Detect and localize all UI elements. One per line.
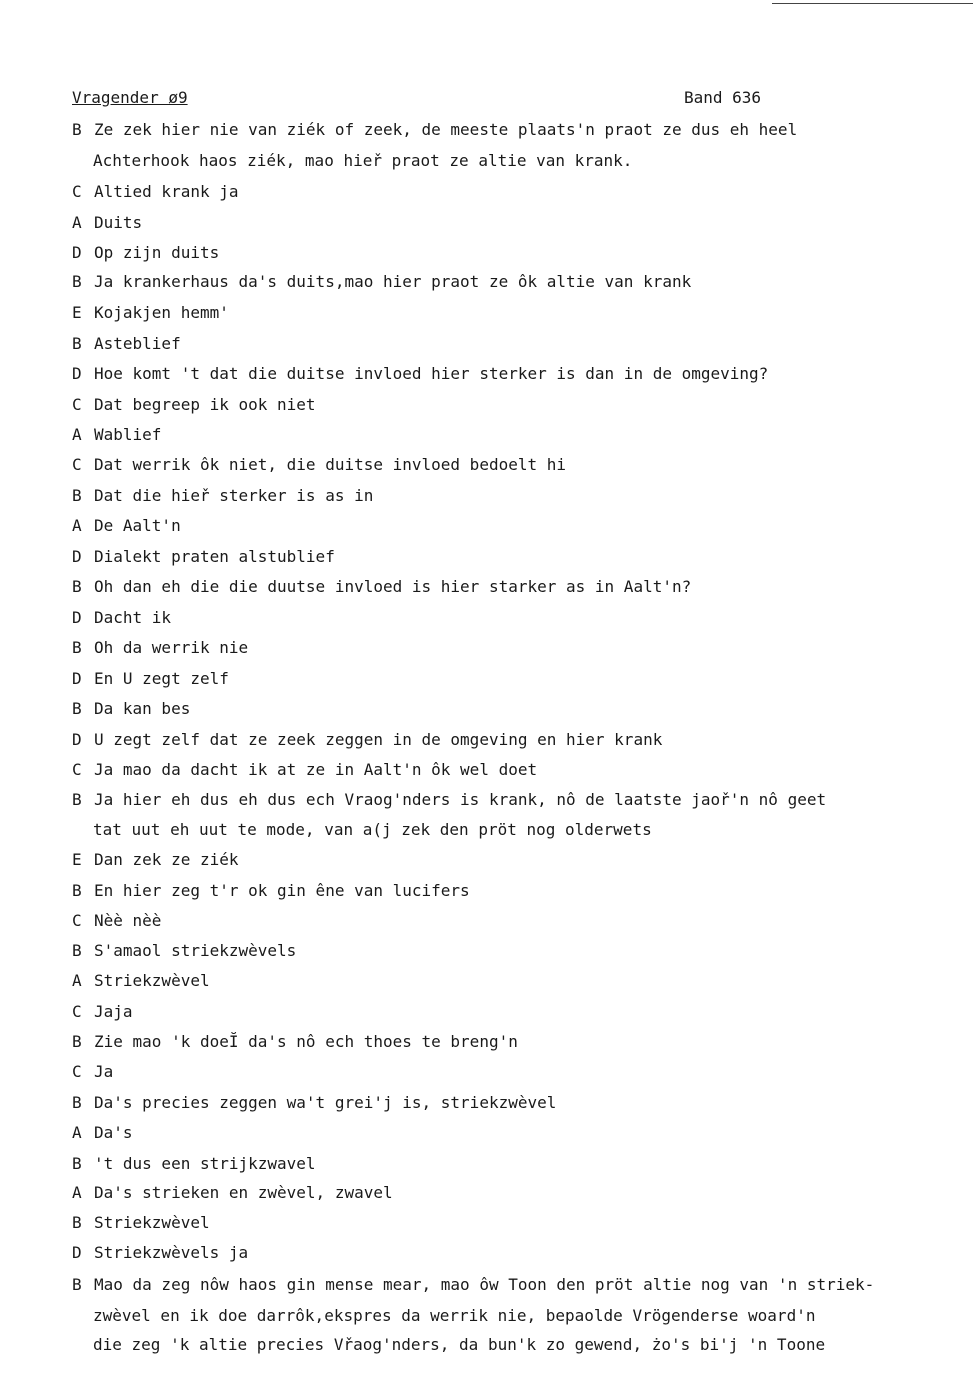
speaker-label: B	[72, 1213, 82, 1232]
transcript-line	[72, 698, 190, 720]
transcript-line	[72, 1153, 316, 1175]
transcript-line-continuation	[93, 1334, 825, 1356]
speaker-label: B	[72, 699, 82, 718]
utterance-text: En U zegt zelf	[94, 669, 229, 688]
transcript-line	[72, 668, 229, 690]
transcript-line	[72, 1031, 518, 1053]
transcript-line	[72, 454, 566, 476]
speaker-label: C	[72, 455, 82, 474]
header-band-number: Band 636	[684, 88, 762, 107]
speaker-label: D	[72, 1243, 82, 1262]
utterance-text: Mao da zeg nôw haos gin mense mear, mao ôw Toon den pröt altie nog van 'n striek-	[94, 1275, 875, 1294]
speaker-label: A	[72, 213, 82, 232]
transcript-line	[72, 940, 296, 962]
transcript-line	[72, 729, 662, 751]
utterance-text: Ja mao da dacht ik at ze in Aalt'n ôk wel doet	[94, 760, 538, 779]
utterance-text: Da kan bes	[94, 699, 191, 718]
utterance-text: Dan zek ze ziék	[94, 850, 239, 869]
transcript-line	[72, 485, 373, 507]
utterance-text: Da's precies zeggen wa't grei'j is, striekzwèvel	[94, 1093, 557, 1112]
speaker-label: D	[72, 608, 82, 627]
transcript-line	[72, 1212, 210, 1234]
speaker-label: B	[72, 1154, 82, 1173]
utterance-text: die zeg 'k altie precies Vřaog'nders, da bun'k zo gewend, żo's bi'j 'n Toone	[93, 1335, 826, 1354]
utterance-text: Oh dan eh die die duutse invloed is hier starker as in Aalt'n?	[94, 577, 692, 596]
transcript-line-continuation	[93, 1305, 815, 1327]
speaker-label: B	[72, 272, 82, 291]
utterance-text: Oh da werrik nie	[94, 638, 249, 657]
utterance-text: Hoe komt 't dat die duitse invloed hier sterker is dan in de omgeving?	[94, 364, 769, 383]
transcript-line	[72, 880, 470, 902]
transcript-line	[72, 1122, 133, 1144]
utterance-text: En hier zeg t'r ok gin êne van lucifers	[94, 881, 470, 900]
speaker-label: C	[72, 1002, 82, 1021]
speaker-label: D	[72, 364, 82, 383]
transcript-line	[72, 546, 335, 568]
transcript-line	[72, 1274, 874, 1296]
utterance-text: 't dus een strijkzwavel	[94, 1154, 316, 1173]
utterance-text: Da's	[94, 1123, 133, 1142]
speaker-label: B	[72, 577, 82, 596]
utterance-text: Dacht ik	[94, 608, 172, 627]
transcript-line	[72, 333, 181, 355]
speaker-label: C	[72, 395, 82, 414]
utterance-text: S'amaol striekzwèvels	[94, 941, 297, 960]
transcript-line	[72, 576, 691, 598]
utterance-text: U zegt zelf dat ze zeek zeggen in de omgeving en hier krank	[94, 730, 663, 749]
speaker-label: B	[72, 1275, 82, 1294]
utterance-text: Nèè nèè	[94, 911, 162, 930]
speaker-label: C	[72, 911, 82, 930]
utterance-text: Striekzwèvels ja	[94, 1243, 249, 1262]
transcript-line	[72, 1001, 133, 1023]
utterance-text: Jaja	[94, 1002, 133, 1021]
speaker-label: E	[72, 303, 82, 322]
utterance-text: Altied krank ja	[94, 182, 239, 201]
speaker-label: A	[72, 971, 82, 990]
speaker-label: A	[72, 1183, 82, 1202]
transcript-line	[72, 759, 537, 781]
utterance-text: tat uut eh uut te mode, van a(j zek den pröt nog olderwets	[93, 820, 652, 839]
transcript-line	[72, 271, 691, 293]
transcript-line	[72, 607, 171, 629]
transcript-line	[72, 637, 248, 659]
utterance-text: zwèvel en ik doe darrôk,ekspres da werrik nie, bepaolde Vrögenderse woard'n	[93, 1306, 816, 1325]
speaker-label: C	[72, 182, 82, 201]
utterance-text: Striekzwèvel	[94, 1213, 210, 1232]
transcript-line	[72, 789, 826, 811]
speaker-label: E	[72, 850, 82, 869]
utterance-text: Dat begreep ik ook niet	[94, 395, 316, 414]
utterance-text: Ze zek hier nie van ziék of zeek, de meeste plaats'n praot ze dus eh heel	[94, 120, 798, 139]
transcript-line	[72, 363, 768, 385]
speaker-label: C	[72, 1062, 82, 1081]
speaker-label: B	[72, 790, 82, 809]
speaker-label: D	[72, 547, 82, 566]
utterance-text: Dat die hieř sterker is as in	[94, 486, 374, 505]
speaker-label: B	[72, 486, 82, 505]
speaker-label: B	[72, 334, 82, 353]
transcript-line	[72, 302, 229, 324]
utterance-text: Da's strieken en zwèvel, zwavel	[94, 1183, 393, 1202]
utterance-text: De Aalt'n	[94, 516, 181, 535]
utterance-text: Dialekt praten alstublief	[94, 547, 335, 566]
transcript-line	[72, 910, 161, 932]
speaker-label: B	[72, 941, 82, 960]
speaker-label: C	[72, 760, 82, 779]
transcript-line	[72, 212, 142, 234]
utterance-text: Zie mao 'k doeĬ da's nô ech thoes te breng'n	[94, 1032, 518, 1051]
speaker-label: D	[72, 669, 82, 688]
page-header	[72, 88, 872, 110]
speaker-label: A	[72, 1123, 82, 1142]
speaker-label: D	[72, 730, 82, 749]
transcript-line	[72, 119, 797, 141]
speaker-label: B	[72, 1032, 82, 1051]
transcript-line	[72, 424, 161, 446]
utterance-text: Wablief	[94, 425, 162, 444]
utterance-text: Op zijn duits	[94, 243, 220, 262]
transcript-line	[72, 515, 181, 537]
transcript-line	[72, 181, 239, 203]
utterance-text: Asteblief	[94, 334, 181, 353]
speaker-label: B	[72, 881, 82, 900]
speaker-label: A	[72, 516, 82, 535]
transcript-line	[72, 394, 316, 416]
utterance-text: Striekzwèvel	[94, 971, 210, 990]
transcript-line	[72, 970, 210, 992]
speaker-label: B	[72, 1093, 82, 1112]
transcript-line-continuation	[93, 819, 652, 841]
utterance-text: Ja	[94, 1062, 114, 1081]
utterance-text: Dat werrik ôk niet, die duitse invloed bedoelt hi	[94, 455, 567, 474]
transcript-line	[72, 242, 219, 264]
utterance-text: Kojakjen hemm'	[94, 303, 229, 322]
transcript-line-continuation	[93, 150, 632, 172]
transcript-line	[72, 1182, 393, 1204]
speaker-label: B	[72, 120, 82, 139]
header-interviewee: Vragender ø9	[72, 88, 188, 107]
speaker-label: D	[72, 243, 82, 262]
transcript-line	[72, 1092, 556, 1114]
transcript-line	[72, 1061, 113, 1083]
speaker-label: B	[72, 638, 82, 657]
utterance-text: Ja krankerhaus da's duits,mao hier praot ze ôk altie van krank	[94, 272, 692, 291]
transcript-line	[72, 849, 239, 871]
utterance-text: Achterhook haos ziék, mao hieř praot ze altie van krank.	[93, 151, 633, 170]
utterance-text: Ja hier eh dus eh dus ech Vraog'nders is krank, nô de laatste jaoř'n nô geet	[94, 790, 827, 809]
utterance-text: Duits	[94, 213, 143, 232]
transcript-line	[72, 1242, 248, 1264]
speaker-label: A	[72, 425, 82, 444]
